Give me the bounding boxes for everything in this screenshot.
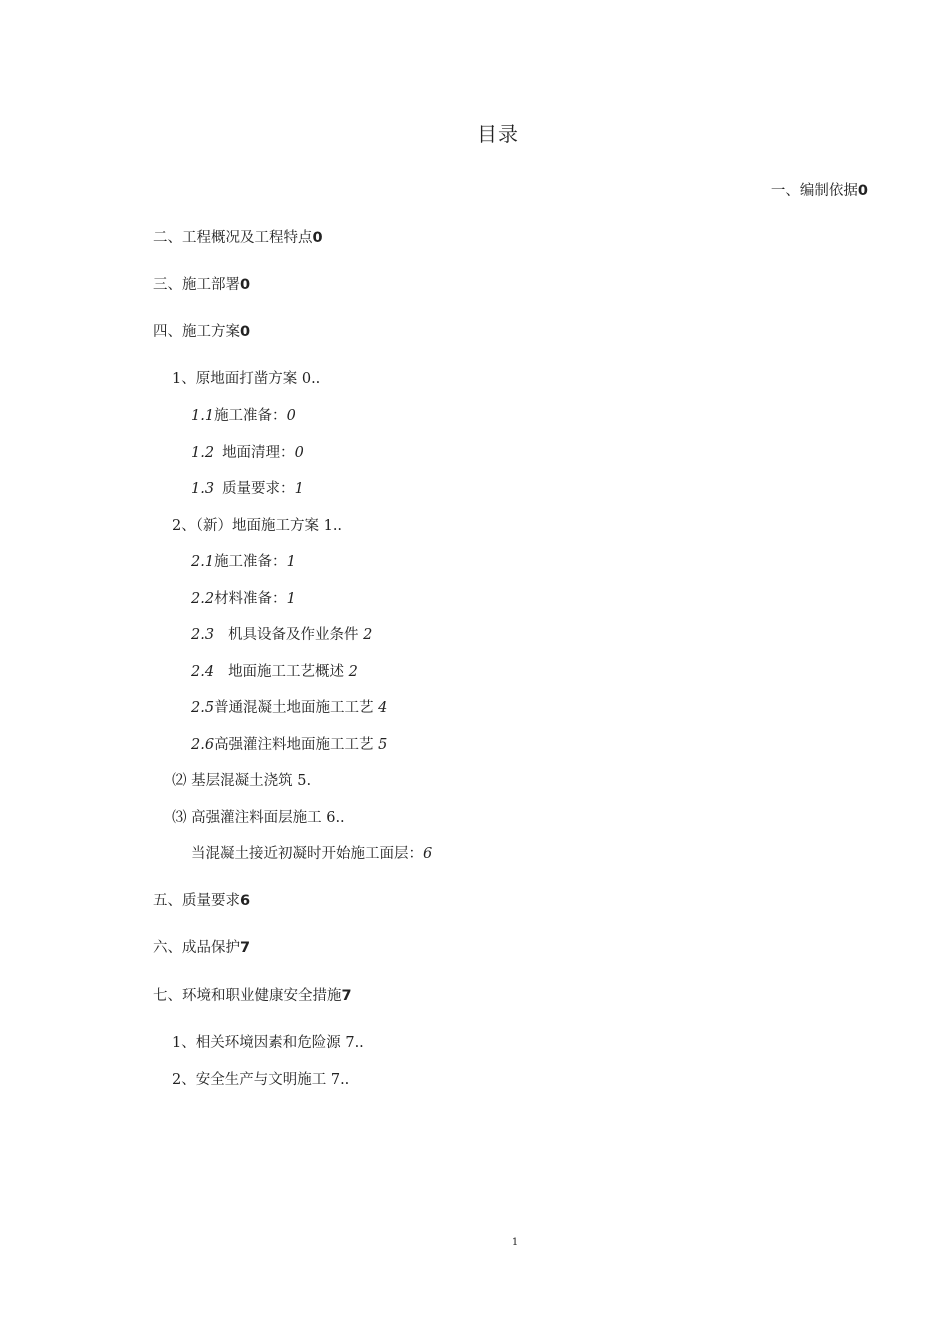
page-title: 目录 bbox=[477, 122, 519, 146]
toc-label: 地面清理： bbox=[222, 445, 295, 461]
toc-label: ⑵ 基层混凝土浇筑 bbox=[172, 773, 293, 789]
toc-entry-s7-2[interactable] bbox=[172, 1070, 349, 1090]
toc-page: 1 bbox=[294, 481, 304, 497]
toc-page: 4 bbox=[378, 700, 388, 716]
toc-label: 当混凝土接近初凝时开始施工面层： bbox=[191, 846, 423, 862]
toc-entry-s4-2-6[interactable] bbox=[191, 735, 387, 755]
toc-page: 1.. bbox=[323, 518, 343, 534]
toc-number: 2.3 bbox=[191, 627, 215, 643]
toc-page: 0 bbox=[286, 408, 296, 424]
toc-page: 6.. bbox=[326, 810, 345, 826]
toc-entry-s3[interactable] bbox=[153, 275, 250, 295]
toc-page: 5 bbox=[378, 737, 388, 753]
toc-entry-s4-2-5[interactable] bbox=[191, 698, 387, 718]
toc-label: 施工准备： bbox=[214, 408, 287, 424]
toc-entry-p2[interactable] bbox=[172, 771, 311, 791]
toc-label: 2、安全生产与文明施工 bbox=[172, 1072, 327, 1088]
toc-label: 一、编制依据 bbox=[770, 183, 858, 199]
toc-page: 0 bbox=[240, 324, 251, 340]
toc-label: 质量要求： bbox=[222, 481, 295, 497]
toc-entry-s4-1-3[interactable] bbox=[191, 479, 304, 499]
toc-label: 1、相关环境因素和危险源 bbox=[172, 1035, 341, 1051]
toc-label: 三、施工部署 bbox=[153, 277, 240, 293]
toc-label: 四、施工方案 bbox=[153, 324, 240, 340]
toc-label: 机具设备及作业条件 bbox=[228, 627, 359, 643]
toc-page: 6 bbox=[423, 846, 433, 862]
toc-entry-s5[interactable] bbox=[153, 891, 250, 911]
toc-label: 普通混凝土地面施工工艺 bbox=[214, 700, 374, 716]
toc-page: 0.. bbox=[301, 371, 321, 387]
toc-entry-s4-2[interactable] bbox=[172, 516, 342, 536]
toc-page: 7.. bbox=[345, 1035, 364, 1051]
toc-entry-s7[interactable] bbox=[153, 986, 352, 1006]
toc-label: ⑶ 高强灌注料面层施工 bbox=[172, 810, 322, 826]
toc-page: 7 bbox=[240, 940, 251, 956]
toc-number: 1.2 bbox=[191, 445, 215, 461]
toc-page: 6 bbox=[240, 893, 251, 909]
toc-number: 2.6 bbox=[191, 737, 215, 753]
toc-number: 2.4 bbox=[191, 664, 215, 680]
toc-entry-s1[interactable] bbox=[771, 181, 868, 201]
toc-label: 七、环境和职业健康安全措施 bbox=[153, 988, 342, 1004]
toc-entry-s4[interactable] bbox=[153, 322, 250, 342]
toc-entry-s4-1[interactable] bbox=[172, 369, 320, 389]
toc-label: 1、原地面打凿方案 bbox=[172, 371, 298, 387]
toc-number: 2.5 bbox=[191, 700, 215, 716]
toc-page: 0 bbox=[294, 445, 304, 461]
toc-label: 材料准备： bbox=[214, 591, 287, 607]
toc-page: 1 bbox=[286, 554, 296, 570]
toc-label: 施工准备： bbox=[214, 554, 287, 570]
toc-page: 2 bbox=[363, 627, 373, 643]
toc-page: 2 bbox=[348, 664, 358, 680]
toc-label: 六、成品保护 bbox=[153, 940, 240, 956]
toc-label: 2、（新）地面施工方案 bbox=[172, 518, 319, 534]
toc-number: 2.2 bbox=[191, 591, 215, 607]
toc-entry-s4-2-1[interactable] bbox=[191, 552, 296, 572]
toc-number: 1.1 bbox=[191, 408, 215, 424]
toc-number: 1.3 bbox=[191, 481, 215, 497]
toc-page: 1 bbox=[286, 591, 296, 607]
toc-label: 地面施工工艺概述 bbox=[228, 664, 345, 680]
toc-page: 7.. bbox=[330, 1072, 350, 1088]
toc-entry-s4-2-3[interactable] bbox=[191, 625, 372, 645]
toc-page: 5. bbox=[297, 773, 312, 789]
toc-entry-s7-1[interactable] bbox=[172, 1033, 364, 1053]
toc-page: 0 bbox=[857, 183, 868, 199]
toc-page: 0 bbox=[312, 230, 323, 246]
toc-page: 0 bbox=[240, 277, 251, 293]
toc-label: 五、质量要求 bbox=[153, 893, 240, 909]
toc-entry-s4-2-2[interactable] bbox=[191, 589, 296, 609]
toc-label: 二、工程概况及工程特点 bbox=[153, 230, 313, 246]
page-number: 1 bbox=[511, 1237, 519, 1248]
toc-entry-s4-2-4[interactable] bbox=[191, 662, 358, 682]
toc-entry-s6[interactable] bbox=[153, 938, 250, 958]
toc-entry-s2[interactable] bbox=[153, 228, 323, 248]
toc-label: 高强灌注料地面施工工艺 bbox=[214, 737, 374, 753]
toc-page: 7 bbox=[341, 988, 352, 1004]
toc-entry-p3-note[interactable] bbox=[191, 844, 432, 864]
toc-number: 2.1 bbox=[191, 554, 215, 570]
toc-entry-s4-1-2[interactable] bbox=[191, 443, 304, 463]
toc-entry-p3[interactable] bbox=[172, 808, 345, 828]
toc-entry-s4-1-1[interactable] bbox=[191, 406, 296, 426]
